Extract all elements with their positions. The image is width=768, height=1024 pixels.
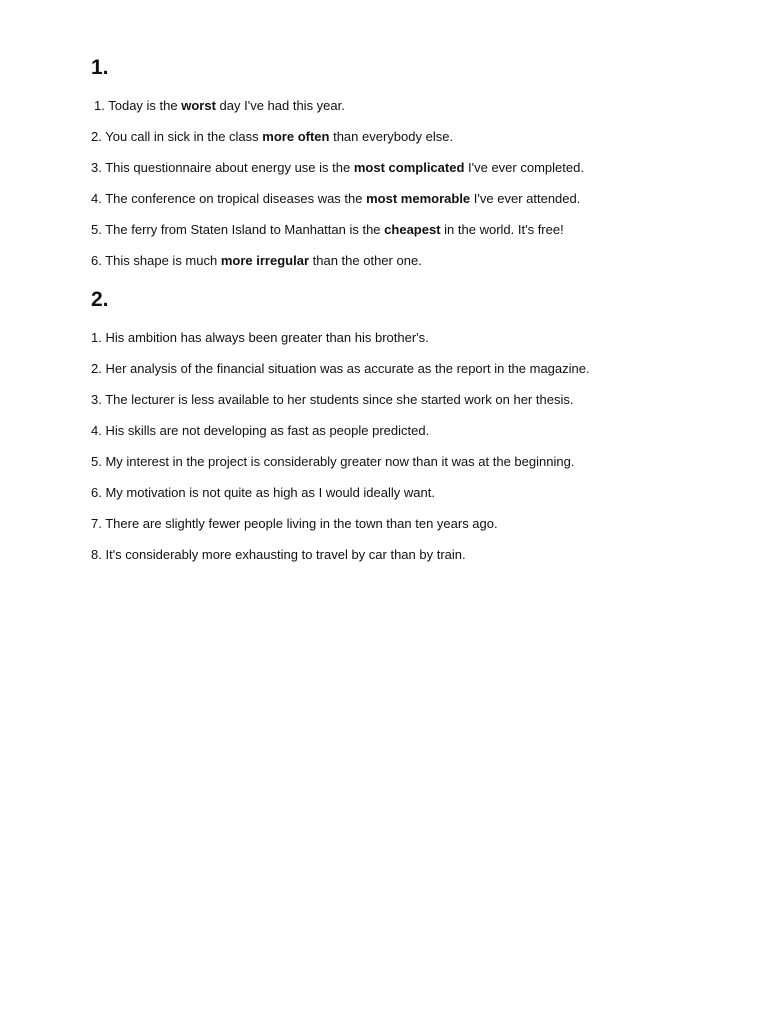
item-text-before: This questionnaire about energy use is the bbox=[105, 160, 351, 175]
list-item bbox=[91, 253, 584, 284]
item-number: 1. bbox=[94, 98, 105, 113]
list-item: 6. My motivation is not quite as high as I would ideally want. bbox=[91, 485, 435, 500]
item-bold-answer: most complicated bbox=[353, 160, 465, 175]
item-bold-answer: most memorable bbox=[366, 191, 471, 206]
item-text-after: than the other one. bbox=[312, 253, 422, 268]
list-item bbox=[91, 191, 584, 222]
item-text-before: The ferry from Staten Island to Manhattan is the bbox=[105, 222, 381, 237]
list-item bbox=[91, 222, 584, 253]
section-1-heading: 1. bbox=[91, 56, 109, 79]
section-1-list bbox=[91, 98, 584, 284]
item-number: 6. bbox=[91, 253, 102, 268]
item-text-before: The conference on tropical diseases was the bbox=[105, 191, 363, 206]
item-text-after: in the world. It's free! bbox=[444, 222, 564, 237]
item-bold-answer: worst bbox=[181, 98, 216, 113]
list-item: 8. It's considerably more exhausting to travel by car than by train. bbox=[91, 547, 466, 562]
item-text-before: You call in sick in the class bbox=[105, 129, 259, 144]
item-text-after: I've ever attended. bbox=[473, 191, 581, 206]
item-bold-answer: more often bbox=[262, 129, 330, 144]
section-2-list bbox=[91, 330, 590, 578]
item-number: 3. bbox=[91, 160, 102, 175]
item-text-after: than everybody else. bbox=[333, 129, 454, 144]
item-number: 4. bbox=[91, 191, 102, 206]
item-text-before: This shape is much bbox=[105, 253, 218, 268]
list-item bbox=[91, 129, 584, 160]
item-text-after: day I've had this year. bbox=[219, 98, 345, 113]
item-bold-answer: cheapest bbox=[384, 222, 441, 237]
item-bold-answer: more irregular bbox=[220, 253, 310, 268]
list-item bbox=[91, 98, 584, 129]
section-2-heading: 2. bbox=[91, 288, 109, 311]
item-text-after: I've ever completed. bbox=[468, 160, 584, 175]
list-item: 4. His skills are not developing as fast as people predicted. bbox=[91, 423, 430, 438]
item-number: 5. bbox=[91, 222, 102, 237]
list-item: 5. My interest in the project is considerably greater now than it was at the beginning. bbox=[91, 454, 575, 469]
list-item: 7. There are slightly fewer people living in the town than ten years ago. bbox=[91, 516, 498, 531]
list-item bbox=[91, 160, 584, 191]
list-item: 3. The lecturer is less available to her students since she started work on her thesis. bbox=[91, 392, 574, 407]
list-item: 1. His ambition has always been greater than his brother's. bbox=[91, 330, 429, 345]
item-number: 2. bbox=[91, 129, 102, 144]
list-item: 2. Her analysis of the financial situation was as accurate as the report in the magazine. bbox=[91, 361, 590, 376]
item-text-before: Today is the bbox=[108, 98, 178, 113]
